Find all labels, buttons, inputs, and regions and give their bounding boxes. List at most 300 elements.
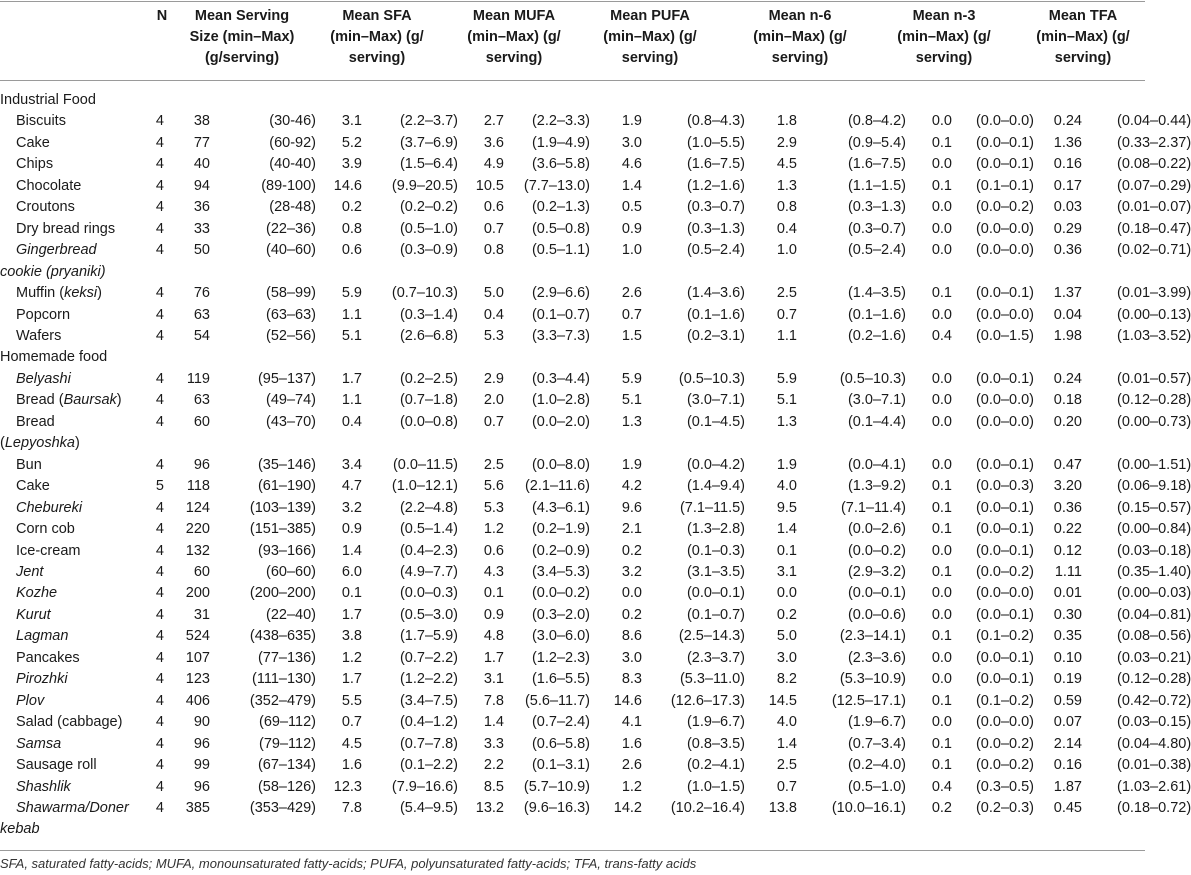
cell-sfa-range: (9.9–20.5) [391, 177, 458, 194]
cell-sfa-range: (3.7–6.9) [399, 134, 458, 151]
cell-mufa-range: (2.9–6.6) [531, 285, 590, 302]
cell-n6-mean: 0.0 [776, 585, 797, 602]
header-tfa-line1: Mean TFA [1048, 8, 1118, 24]
cell-sfa-range: (0.7–2.2) [399, 649, 458, 666]
cell-sfa-range: (0.5–3.0) [399, 606, 458, 623]
cell-n: 4 [155, 306, 164, 323]
cell-serving-mean: 63 [193, 306, 210, 323]
cell-n6-mean: 2.9 [776, 134, 797, 151]
cell-mufa-range: (0.1–0.7) [531, 306, 590, 323]
cell-mufa-mean: 5.3 [483, 499, 504, 516]
row-name-continuation: kebab [0, 821, 40, 838]
cell-n: 4 [155, 563, 164, 580]
cell-mufa-mean: 7.8 [483, 692, 504, 709]
cell-n6-mean: 9.5 [776, 499, 797, 516]
cell-mufa-mean: 0.6 [483, 199, 504, 216]
cell-n: 5 [155, 478, 164, 495]
cell-tfa-range: (0.01–3.99) [1117, 285, 1191, 302]
data-table [0, 90, 1191, 841]
cell-n6-range: (1.1–1.5) [847, 177, 906, 194]
cell-n: 4 [155, 628, 164, 645]
header-n3-line2: (min–Max) (g/ [897, 29, 991, 45]
cell-pufa-mean: 0.5 [621, 199, 642, 216]
cell-pufa-mean: 1.9 [621, 113, 642, 130]
cell-n3-range: (0.0–0.2) [975, 199, 1034, 216]
cell-tfa-range: (0.08–0.56) [1117, 628, 1191, 645]
cell-n6-range: (1.4–3.5) [847, 285, 906, 302]
cell-serving-range: (67–134) [257, 757, 316, 774]
cell-sfa-mean: 0.2 [341, 199, 362, 216]
cell-tfa-range: (1.03–3.52) [1117, 327, 1191, 344]
food-name [0, 648, 150, 669]
name-segment: Lepyoshka [4, 435, 75, 452]
table-row [0, 240, 1191, 261]
cell-n3-range: (0.0–0.1) [975, 649, 1034, 666]
cell-tfa-mean: 3.20 [1053, 478, 1082, 495]
cell-serving-mean: 60 [193, 413, 210, 430]
cell-n: 4 [155, 778, 164, 795]
food-name [0, 111, 150, 132]
cell-tfa-range: (0.02–0.71) [1117, 242, 1191, 259]
cell-sfa-mean: 1.1 [341, 306, 362, 323]
cell-n3-mean: 0.0 [931, 199, 952, 216]
cell-pufa-mean: 1.0 [621, 242, 642, 259]
cell-serving-mean: 60 [193, 563, 210, 580]
cell-sfa-range: (3.4–7.5) [399, 692, 458, 709]
cell-sfa-range: (2.6–6.8) [399, 327, 458, 344]
header-n6-line3: serving) [771, 50, 829, 66]
cell-n3-mean: 0.1 [931, 735, 952, 752]
cell-pufa-range: (1.9–6.7) [686, 714, 745, 731]
header-mufa-line2: (min–Max) (g/ [467, 29, 561, 45]
food-name [0, 326, 150, 347]
cell-pufa-mean: 4.1 [621, 714, 642, 731]
cell-n6-range: (2.3–3.6) [847, 649, 906, 666]
cell-n3-mean: 0.0 [931, 585, 952, 602]
cell-tfa-range: (0.04–0.44) [1117, 113, 1191, 130]
cell-n3-mean: 0.1 [931, 563, 952, 580]
cell-serving-range: (22–40) [266, 606, 316, 623]
cell-n6-mean: 4.0 [776, 714, 797, 731]
cell-pufa-range: (0.5–2.4) [686, 242, 745, 259]
cell-sfa-range: (0.7–1.8) [399, 392, 458, 409]
name-segment: Corn cob [16, 521, 75, 538]
cell-n3-range: (0.1–0.1) [975, 177, 1034, 194]
food-name [0, 626, 150, 647]
cell-n6-range: (1.6–7.5) [847, 156, 906, 173]
name-segment: ) [116, 392, 122, 409]
top-rule [0, 1, 1145, 2]
name-segment: Bun [16, 456, 42, 473]
cell-n3-mean: 0.1 [931, 177, 952, 194]
cell-mufa-range: (4.3–6.1) [531, 499, 590, 516]
cell-serving-mean: 33 [193, 220, 210, 237]
cell-serving-mean: 76 [193, 285, 210, 302]
cell-n: 4 [155, 113, 164, 130]
cell-n3-range: (0.1–0.2) [975, 628, 1034, 645]
cell-n3-range: (0.0–0.0) [975, 113, 1034, 130]
name-segment: Kozhe [16, 585, 58, 602]
cell-n6-mean: 0.2 [776, 606, 797, 623]
cell-mufa-range: (0.0–8.0) [531, 456, 590, 473]
cell-n6-mean: 1.4 [776, 735, 797, 752]
cell-n6-range: (0.2–4.0) [847, 757, 906, 774]
cell-n3-mean: 0.0 [931, 370, 952, 387]
cell-n3-range: (0.0–0.1) [975, 499, 1034, 516]
cell-sfa-range: (1.5–6.4) [399, 156, 458, 173]
cell-serving-mean: 107 [185, 649, 210, 666]
cell-pufa-range: (0.1–0.7) [686, 606, 745, 623]
cell-n6-range: (0.0–0.1) [847, 585, 906, 602]
cell-n3-mean: 0.2 [931, 799, 952, 816]
cell-pufa-mean: 2.6 [621, 757, 642, 774]
cell-n6-range: (0.1–4.4) [847, 413, 906, 430]
cell-serving-mean: 90 [193, 714, 210, 731]
cell-mufa-mean: 2.9 [483, 370, 504, 387]
cell-sfa-range: (1.2–2.2) [399, 671, 458, 688]
cell-n6-mean: 1.1 [776, 327, 797, 344]
cell-pufa-mean: 1.6 [621, 735, 642, 752]
cell-sfa-mean: 5.1 [341, 327, 362, 344]
cell-n6-range: (0.3–1.3) [847, 199, 906, 216]
cell-mufa-range: (1.0–2.8) [531, 392, 590, 409]
cell-sfa-mean: 1.6 [341, 757, 362, 774]
cell-mufa-mean: 10.5 [475, 177, 504, 194]
cell-mufa-mean: 13.2 [475, 799, 504, 816]
table-row [0, 433, 1191, 454]
cell-n6-mean: 0.8 [776, 199, 797, 216]
cell-n3-mean: 0.0 [931, 671, 952, 688]
cell-serving-range: (111–130) [252, 671, 316, 688]
cell-n6-mean: 4.0 [776, 478, 797, 495]
cell-pufa-mean: 1.4 [621, 177, 642, 194]
header-sfa-line1: Mean SFA [342, 8, 412, 24]
cell-n6-range: (0.2–1.6) [847, 327, 906, 344]
cell-n6-range: (0.0–4.1) [847, 456, 906, 473]
cell-tfa-range: (0.15–0.57) [1117, 499, 1191, 516]
cell-pufa-range: (0.1–0.3) [686, 542, 745, 559]
name-segment: Shashlik [16, 778, 71, 795]
cell-n3-mean: 0.0 [931, 413, 952, 430]
cell-n3-mean: 0.0 [931, 714, 952, 731]
table-row [0, 111, 1191, 132]
food-name [0, 390, 150, 411]
cell-n6-range: (0.5–2.4) [847, 242, 906, 259]
header-n6-line1: Mean n-6 [768, 8, 832, 24]
cell-mufa-mean: 2.2 [483, 757, 504, 774]
cell-n3-range: (0.1–0.2) [975, 692, 1034, 709]
table-row [0, 541, 1191, 562]
cell-sfa-range: (0.3–1.4) [399, 306, 458, 323]
cell-mufa-range: (0.2–0.9) [531, 542, 590, 559]
header-sfa [318, 6, 436, 69]
cell-mufa-range: (0.5–0.8) [531, 220, 590, 237]
cell-n3-range: (0.0–0.0) [975, 413, 1034, 430]
cell-pufa-range: (0.1–1.6) [686, 306, 745, 323]
name-segment: Chocolate [16, 177, 82, 194]
cell-mufa-mean: 1.2 [483, 521, 504, 538]
cell-sfa-mean: 0.4 [341, 413, 362, 430]
cell-serving-mean: 94 [193, 177, 210, 194]
cell-pufa-mean: 1.5 [621, 327, 642, 344]
cell-sfa-range: (0.3–0.9) [399, 242, 458, 259]
cell-sfa-mean: 5.2 [341, 134, 362, 151]
cell-sfa-mean: 1.1 [341, 392, 362, 409]
cell-sfa-mean: 0.1 [341, 585, 362, 602]
name-segment: ) [97, 285, 102, 302]
cell-n3-range: (0.0–0.2) [975, 563, 1034, 580]
cell-sfa-range: (0.2–2.5) [399, 370, 458, 387]
cell-n6-range: (0.5–1.0) [847, 778, 906, 795]
cell-n3-range: (0.0–0.2) [975, 735, 1034, 752]
cell-n: 4 [155, 199, 164, 216]
cell-n: 4 [155, 585, 164, 602]
food-name [0, 798, 150, 819]
name-segment: Cake [16, 478, 50, 495]
cell-mufa-range: (1.6–5.5) [531, 671, 590, 688]
cell-mufa-mean: 4.3 [483, 563, 504, 580]
cell-serving-mean: 54 [193, 327, 210, 344]
cell-n3-mean: 0.0 [931, 220, 952, 237]
cell-pufa-range: (0.1–4.5) [686, 413, 745, 430]
cell-tfa-range: (0.01–0.57) [1117, 370, 1191, 387]
cell-pufa-mean: 2.6 [621, 285, 642, 302]
cell-pufa-range: (1.0–1.5) [686, 778, 745, 795]
cell-serving-range: (93–166) [257, 542, 316, 559]
cell-n6-range: (3.0–7.1) [847, 392, 906, 409]
cell-tfa-mean: 0.22 [1053, 521, 1082, 538]
cell-tfa-mean: 1.11 [1054, 563, 1082, 580]
cell-serving-range: (52–56) [266, 327, 316, 344]
food-name [0, 305, 150, 326]
cell-serving-mean: 96 [193, 735, 210, 752]
header-pufa-line2: (min–Max) (g/ [603, 29, 697, 45]
table-row [0, 798, 1191, 819]
cell-sfa-range: (2.2–3.7) [399, 113, 458, 130]
cell-tfa-range: (0.01–0.07) [1117, 199, 1191, 216]
cell-n3-mean: 0.0 [931, 113, 952, 130]
table-row [0, 734, 1191, 755]
cell-serving-mean: 50 [193, 242, 210, 259]
cell-n: 4 [155, 649, 164, 666]
cell-n3-range: (0.0–1.5) [975, 327, 1034, 344]
table-row [0, 455, 1191, 476]
cell-n: 4 [155, 542, 164, 559]
cell-sfa-range: (2.2–4.8) [399, 499, 458, 516]
cell-tfa-mean: 0.30 [1053, 606, 1082, 623]
cell-tfa-range: (0.00–0.84) [1117, 521, 1191, 538]
cell-n3-mean: 0.0 [931, 242, 952, 259]
cell-n: 4 [155, 521, 164, 538]
header-tfa [1024, 6, 1142, 69]
name-segment: ( [0, 435, 5, 452]
cell-pufa-range: (7.1–11.5) [679, 499, 745, 516]
food-name [0, 777, 150, 798]
cell-sfa-mean: 1.7 [341, 671, 362, 688]
cell-n3-mean: 0.1 [931, 478, 952, 495]
header-n: N [156, 8, 168, 24]
header-serving-line3: (g/serving) [204, 50, 280, 66]
cell-serving-range: (352–479) [249, 692, 316, 709]
header-n3-line3: serving) [915, 50, 973, 66]
header-sfa-line3: serving) [348, 50, 406, 66]
cell-mufa-mean: 3.6 [483, 134, 504, 151]
cell-n3-mean: 0.0 [931, 156, 952, 173]
cell-tfa-mean: 0.19 [1053, 671, 1082, 688]
table-row [0, 154, 1191, 175]
cell-pufa-range: (0.3–1.3) [686, 220, 745, 237]
cell-n6-mean: 3.0 [776, 649, 797, 666]
cell-tfa-range: (0.00–0.73) [1117, 413, 1191, 430]
cell-serving-mean: 99 [193, 757, 210, 774]
cell-n: 4 [155, 757, 164, 774]
header-n3-line1: Mean n-3 [912, 8, 976, 24]
cell-serving-mean: 36 [193, 199, 210, 216]
cell-n: 4 [155, 327, 164, 344]
cell-sfa-range: (0.4–2.3) [399, 542, 458, 559]
cell-n6-mean: 0.4 [776, 220, 797, 237]
cell-serving-range: (49–74) [266, 392, 316, 409]
cell-serving-range: (353–429) [249, 799, 316, 816]
cell-pufa-range: (0.8–3.5) [686, 735, 745, 752]
cell-pufa-range: (3.1–3.5) [686, 563, 745, 580]
table-row [0, 583, 1191, 604]
cell-pufa-mean: 4.2 [621, 478, 642, 495]
food-name [0, 583, 150, 604]
cell-serving-range: (43–70) [266, 413, 316, 430]
cell-pufa-range: (0.2–4.1) [686, 757, 745, 774]
cell-pufa-mean: 2.1 [621, 521, 642, 538]
cell-tfa-mean: 0.36 [1053, 242, 1082, 259]
name-segment: Samsa [16, 735, 62, 752]
cell-tfa-range: (0.00–0.03) [1117, 585, 1191, 602]
cell-serving-range: (40–60) [266, 242, 316, 259]
cell-n3-mean: 0.0 [931, 649, 952, 666]
cell-n3-range: (0.0–0.1) [975, 156, 1034, 173]
cell-mufa-mean: 5.3 [483, 327, 504, 344]
food-name [0, 519, 150, 540]
cell-sfa-mean: 0.8 [341, 220, 362, 237]
cell-n6-range: (1.3–9.2) [847, 478, 906, 495]
cell-tfa-range: (0.01–0.38) [1117, 757, 1191, 774]
cell-sfa-mean: 1.7 [341, 370, 362, 387]
cell-n3-mean: 0.0 [931, 542, 952, 559]
cell-pufa-mean: 9.6 [621, 499, 642, 516]
cell-mufa-range: (2.1–11.6) [524, 478, 590, 495]
header-pufa-line1: Mean PUFA [610, 8, 690, 24]
cell-tfa-mean: 0.03 [1053, 199, 1082, 216]
cell-n6-mean: 1.9 [776, 456, 797, 473]
cell-mufa-mean: 0.1 [483, 585, 504, 602]
cell-pufa-mean: 3.0 [621, 649, 642, 666]
cell-pufa-range: (0.0–0.1) [686, 585, 745, 602]
section-heading: Industrial Food [0, 92, 96, 108]
cell-n6-mean: 1.8 [776, 113, 797, 130]
cell-n3-range: (0.0–0.1) [975, 134, 1034, 151]
cell-tfa-mean: 0.07 [1053, 714, 1082, 731]
name-segment: Pirozhki [16, 671, 68, 688]
header-pufa-line3: serving) [621, 50, 679, 66]
cell-n: 4 [155, 692, 164, 709]
cell-sfa-mean: 5.5 [341, 692, 362, 709]
name-segment: Bread ( [16, 392, 64, 409]
cell-n6-mean: 14.5 [768, 692, 797, 709]
name-segment: Jent [16, 563, 44, 580]
cell-n6-range: (2.3–14.1) [839, 628, 906, 645]
cell-n6-mean: 1.0 [776, 242, 797, 259]
cell-serving-mean: 38 [193, 113, 210, 130]
table-row [0, 305, 1191, 326]
cell-n3-range: (0.0–0.0) [975, 714, 1034, 731]
table-row [0, 519, 1191, 540]
cell-n: 4 [155, 714, 164, 731]
row-name-continuation [0, 433, 1191, 454]
cell-serving-mean: 124 [185, 499, 210, 516]
cell-n6-range: (0.0–0.6) [847, 606, 906, 623]
cell-pufa-range: (1.4–3.6) [686, 285, 745, 302]
cell-pufa-mean: 5.1 [621, 392, 642, 409]
cell-n3-range: (0.0–0.1) [975, 606, 1034, 623]
cell-pufa-mean: 3.0 [621, 134, 642, 151]
cell-tfa-range: (1.03–2.61) [1117, 778, 1191, 795]
table-row [0, 90, 1191, 111]
cell-n3-range: (0.0–0.0) [975, 585, 1034, 602]
name-segment: ) [74, 435, 80, 452]
cell-n: 4 [155, 735, 164, 752]
cell-sfa-mean: 3.4 [341, 456, 362, 473]
cell-n3-range: (0.0–0.1) [975, 671, 1034, 688]
cell-n6-range: (0.3–0.7) [847, 220, 906, 237]
name-segment: Lagman [16, 628, 69, 645]
cell-mufa-mean: 0.9 [483, 606, 504, 623]
cell-n3-range: (0.0–0.3) [975, 478, 1034, 495]
cell-tfa-mean: 0.24 [1053, 113, 1082, 130]
cell-n6-range: (0.1–1.6) [847, 306, 906, 323]
table-row [0, 347, 1191, 368]
header-serving [178, 6, 306, 69]
cell-serving-range: (58–99) [266, 285, 316, 302]
cell-serving-range: (103–139) [249, 499, 316, 516]
food-name [0, 412, 150, 433]
table-row [0, 390, 1191, 411]
cell-tfa-mean: 0.36 [1053, 499, 1082, 516]
cell-n6-mean: 0.7 [776, 778, 797, 795]
cell-n: 4 [155, 456, 164, 473]
cell-sfa-mean: 0.6 [341, 242, 362, 259]
cell-serving-mean: 96 [193, 456, 210, 473]
cell-n3-mean: 0.1 [931, 757, 952, 774]
cell-tfa-range: (0.12–0.28) [1117, 671, 1191, 688]
cell-serving-range: (30-46) [269, 113, 316, 130]
cell-serving-mean: 524 [185, 628, 210, 645]
cell-pufa-range: (1.2–1.6) [686, 177, 745, 194]
cell-mufa-range: (3.0–6.0) [531, 628, 590, 645]
cell-sfa-mean: 12.3 [333, 778, 362, 795]
cell-n3-mean: 0.1 [931, 521, 952, 538]
cell-tfa-mean: 0.35 [1053, 628, 1082, 645]
cell-tfa-range: (0.18–0.72) [1117, 799, 1191, 816]
food-name [0, 133, 150, 154]
cell-mufa-mean: 2.7 [483, 113, 504, 130]
cell-n: 4 [155, 285, 164, 302]
table-row [0, 412, 1191, 433]
cell-pufa-range: (5.3–11.0) [679, 671, 745, 688]
bottom-rule [0, 850, 1145, 851]
cell-tfa-range: (0.04–4.80) [1117, 735, 1191, 752]
cell-n: 4 [155, 220, 164, 237]
cell-n6-mean: 2.5 [776, 285, 797, 302]
name-segment: Shawarma/Doner [16, 799, 129, 816]
